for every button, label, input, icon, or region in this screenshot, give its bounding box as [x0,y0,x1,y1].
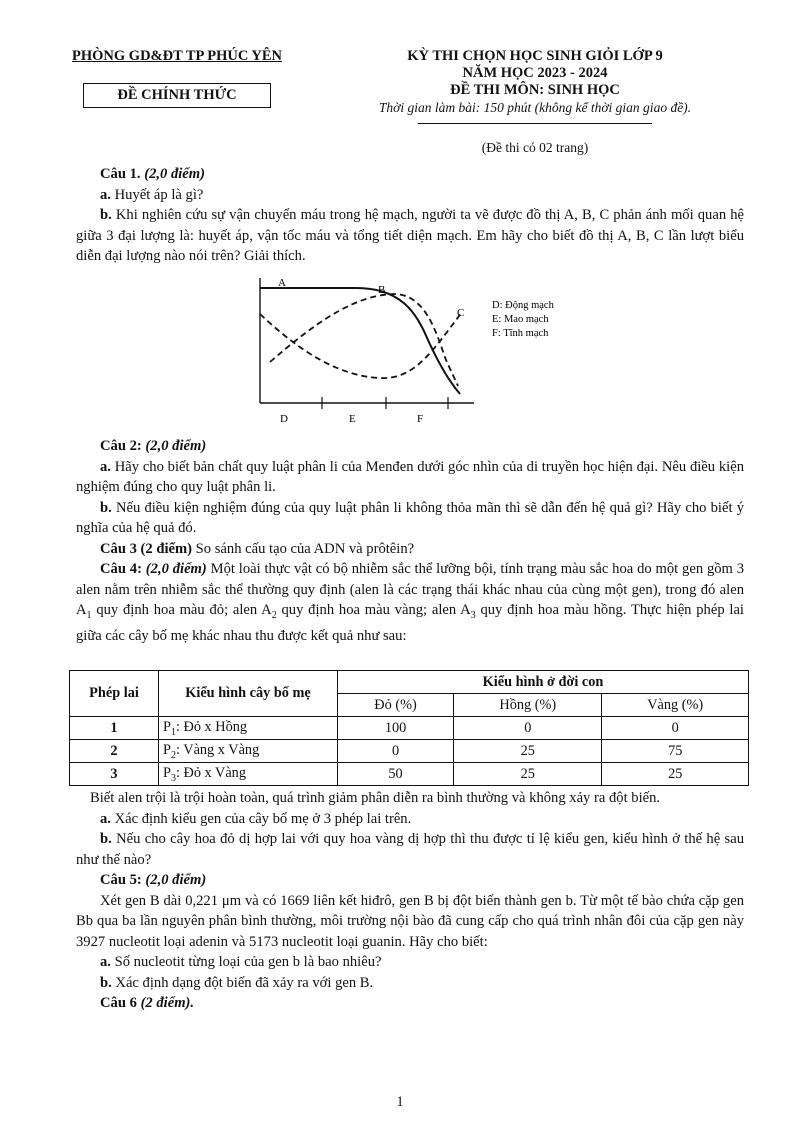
th-offspring: Kiểu hình ở đời con [338,671,749,694]
q4-points: (2,0 điểm) [145,561,207,577]
cell-yellow: 0 [602,717,749,740]
cell-red: 50 [338,763,454,786]
official-label: ĐỀ CHÍNH THỨC [83,83,271,108]
q4-sub-3: 3 [470,609,476,621]
q5-a-label: a. [100,954,111,970]
cell-parents-text: : Vàng x Vàng [175,741,260,758]
cell-p: P [163,764,171,781]
page-number: 1 [396,1094,404,1110]
cell-yellow: 25 [602,763,749,786]
time-note: Thời gian làm bài: 150 phút (không kể thời gian giao đề). [378,100,692,115]
cross-results-table [69,670,749,786]
cell-no: 2 [70,740,159,763]
q2-a-text: Hãy cho biết bản chất quy luật phân li của Menđen dưới góc nhìn của di truyền học hiện đại. Nêu điều kiện nghiệm đúng cho quy luật phân li. [76,458,744,495]
header-right [330,48,740,156]
th-red: Đỏ (%) [338,694,454,717]
q2-b-text: Nếu điều kiện nghiệm đúng của quy luật phân li không thỏa mãn thì sẽ dẫn đến hệ quả gì? Hãy cho biết ý nghĩa của hệ quả đó. [76,499,744,536]
q5-a-text: Số nucleotit từng loại của gen b là bao nhiêu? [110,954,382,970]
header-left [52,48,302,108]
legend-d: D: Động mạch [492,300,554,311]
table-row [70,763,749,786]
exam-subject: ĐỀ THI MÔN: SINH HỌC [450,82,620,98]
cell-pink: 25 [454,763,602,786]
th-yellow: Vàng (%) [602,694,749,717]
table-header-row [70,671,749,694]
cell-p-sub: 1 [170,726,176,738]
question-3 [76,539,744,560]
cell-p-sub: 2 [170,749,176,761]
question-1 [76,164,744,267]
pages-note: (Đề thi có 02 trang) [481,140,589,155]
header-divider [418,123,652,124]
q2-title: Câu 2: [100,438,142,454]
cell-parents [159,763,338,786]
th-pink: Hồng (%) [454,694,602,717]
cell-pink: 25 [454,740,602,763]
q2-b-label: b. [100,499,112,516]
chart-svg [236,272,576,434]
cell-pink: 0 [454,717,602,740]
cell-no: 1 [70,717,159,740]
cell-parents [159,740,338,763]
cell-p: P [163,718,171,735]
cell-parents-text: : Đỏ x Hồng [175,718,248,735]
q4-intro-3: quy định hoa màu vàng; alen A [276,602,471,618]
legend-f: F: Tĩnh mạch [492,328,549,339]
cell-red: 100 [338,717,454,740]
q2-points: (2,0 điểm) [145,438,207,454]
table-row [70,740,749,763]
q4-sub-1: 1 [86,609,92,621]
series-label-b: B [378,284,386,296]
q6-title: Câu 6 [100,995,137,1011]
series-label-c: C [457,307,465,319]
school-year: NĂM HỌC 2023 - 2024 [462,65,608,81]
blood-flow-chart [236,272,576,434]
q1-title: Câu 1. [100,166,141,182]
question-4-intro [76,559,744,647]
q1-points: (2,0 điểm) [144,166,205,182]
legend-e: E: Mao mạch [492,314,549,325]
th-cross: Phép lai [70,671,159,717]
q5-b-label: b. [100,974,112,991]
q1-b-label: b. [100,207,112,223]
department-name: PHÒNG GD&ĐT TP PHÚC YÊN [72,48,282,64]
q4-b-text: Nếu cho cây hoa đỏ dị hợp lai với quy hoa vàng dị hợp thì thu được tỉ lệ kiểu gen, kiểu hình ở thế hệ sau như thế nào? [76,831,744,868]
exam-title: KỲ THI CHỌN HỌC SINH GIỎI LỚP 9 [407,48,663,64]
table-row [70,717,749,740]
cell-parents [159,717,338,740]
question-4-tasks [76,788,744,1014]
q1-b-text: Khi nghiên cứu sự vận chuyển máu trong hệ mạch, người ta vẽ được đồ thị A, B, C phản ánh mối quan hệ giữa 3 đại lượng là: huyết áp, vận tốc máu và tổng tiết diện mạch. Em hãy cho biết đồ thị A, B, C lần lượt biểu diễn đại lượng nào nói trên? Giải thích. [76,207,744,264]
cell-red: 0 [338,740,454,763]
th-parents: Kiểu hình cây bố mẹ [159,671,338,717]
category-label-f: F [417,413,424,425]
question-6 [76,993,744,1014]
q4-b-label: b. [100,831,112,847]
series-label-a: A [278,277,286,289]
cell-no: 3 [70,763,159,786]
q4-title: Câu 4: [100,561,142,577]
cell-p-sub: 3 [170,772,176,784]
curve-b [270,294,458,386]
q5-b-text: Xác định dạng đột biến đã xảy ra với gen B. [111,974,374,991]
category-label-e: E [349,413,356,425]
q4-note: Biết alen trội là trội hoàn toàn, quá trình giảm phân diễn ra bình thường và không xảy ra đột biến. [90,790,661,806]
q1-a-text: Huyết áp là gì? [110,186,204,203]
q4-a-text: Xác định kiểu gen của cây bố mẹ ở 3 phép lai trên. [110,810,412,827]
q4-intro-1: Một loài thực vật có bộ nhiễm sắc thể lưỡng bội, tính trạng màu sắc hoa do một gen gồm 3 alen nằm trên nhiễm sắc thể thường quy định (alen là các trạng thái khác nhau của cùng một gen), trong đó alen A [76,561,745,618]
q5-title: Câu 5: [100,872,142,888]
cell-parents-text: : Đỏ x Vàng [175,764,246,781]
q4-a-label: a. [100,810,111,827]
cell-p: P [163,741,171,758]
question-2 [76,436,744,647]
q6-points: (2 điểm). [140,995,195,1011]
cell-yellow: 75 [602,740,749,763]
q3-text: So sánh cấu tạo của ADN và prôtêin? [192,540,415,557]
q5-points: (2,0 điểm) [145,872,207,888]
category-label-d: D [280,413,288,425]
q5-intro: Xét gen B dài 0,221 μm và có 1669 liên kết hiđrô, gen B bị đột biến thành gen b. Từ một tế bào chứa cặp gen Bb qua ba lần nguyên phân bình thường, môi trường nội bào đã cung cấp cho quá trình nhân đôi của cặp gen này 3927 nucleotit loại adenin và 5173 nucleotit loại guanin. Hãy cho biết: [76,892,744,950]
q4-sub-2: 2 [271,609,277,621]
q4-intro-2: quy định hoa màu đỏ; alen A [91,602,272,618]
q3-title: Câu 3 (2 điểm) [100,540,193,557]
q4-intro-4: quy định hoa màu hồng. Thực hiện phép lai giữa các cây bố mẹ khác nhau thu được kết quả như sau: [76,602,744,645]
q1-a-label: a. [100,186,111,203]
question-5 [76,870,744,891]
curve-a [260,288,460,394]
q2-a-label: a. [100,458,111,475]
